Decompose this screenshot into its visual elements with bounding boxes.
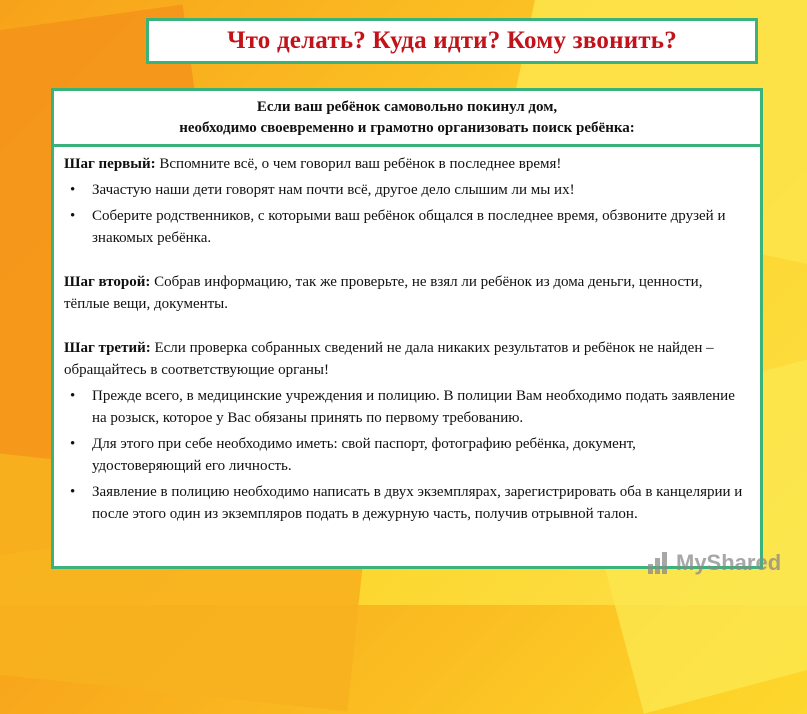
list-item: • Соберите родственников, с которыми ваш ребёнок общался в последнее время, обзвоните друзей и знакомых ребёнка. [64, 205, 744, 249]
step-2 [64, 271, 744, 315]
subtitle-line-2: необходимо своевременно и грамотно организовать поиск ребёнка: [179, 120, 635, 136]
content-box [51, 144, 763, 569]
list-item: • Заявление в полицию необходимо написать в двух экземплярах, зарегистрировать оба в канцелярии и после этого один из экземпляров подать в дежурную часть, получив отрывной талон. [64, 481, 744, 525]
subtitle-box [51, 88, 763, 144]
step-1 [64, 153, 744, 175]
step-3-text: Если проверка собранных сведений не дала никаких результатов и ребёнок не найден – обращайтесь в соответствующие органы! [64, 340, 714, 378]
step-3-list [64, 385, 744, 525]
list-item: • Зачастую наши дети говорят нам почти всё, другое дело слышим ли мы их! [64, 179, 744, 201]
title-box [146, 18, 758, 64]
page-title: Что делать? Куда идти? Кому звонить? [227, 27, 677, 54]
step-2-label: Шаг второй: [64, 274, 151, 290]
watermark [648, 550, 781, 576]
step-3-label: Шаг третий: [64, 340, 151, 356]
step-3 [64, 337, 744, 381]
step-2-text: Собрав информацию, так же проверьте, не взял ли ребёнок из дома деньги, ценности, тёплые вещи, документы. [64, 274, 703, 312]
step-1-list [64, 179, 744, 249]
step-1-text: Вспомните всё, о чем говорил ваш ребёнок в последнее время! [155, 156, 562, 172]
list-item: • Для этого при себе необходимо иметь: свой паспорт, фотографию ребёнка, документ, удостоверяющий его личность. [64, 433, 744, 477]
watermark-text: MyShared [676, 550, 782, 575]
subtitle-line-1: Если ваш ребёнок самовольно покинул дом, [256, 99, 558, 115]
step-1-label: Шаг первый: [64, 156, 156, 172]
bar-chart-icon [648, 552, 672, 574]
list-item: • Прежде всего, в медицинские учреждения и полицию. В полиции Вам необходимо подать заявление на розыск, которое у Вас обязаны принять по первому требованию. [64, 385, 744, 429]
